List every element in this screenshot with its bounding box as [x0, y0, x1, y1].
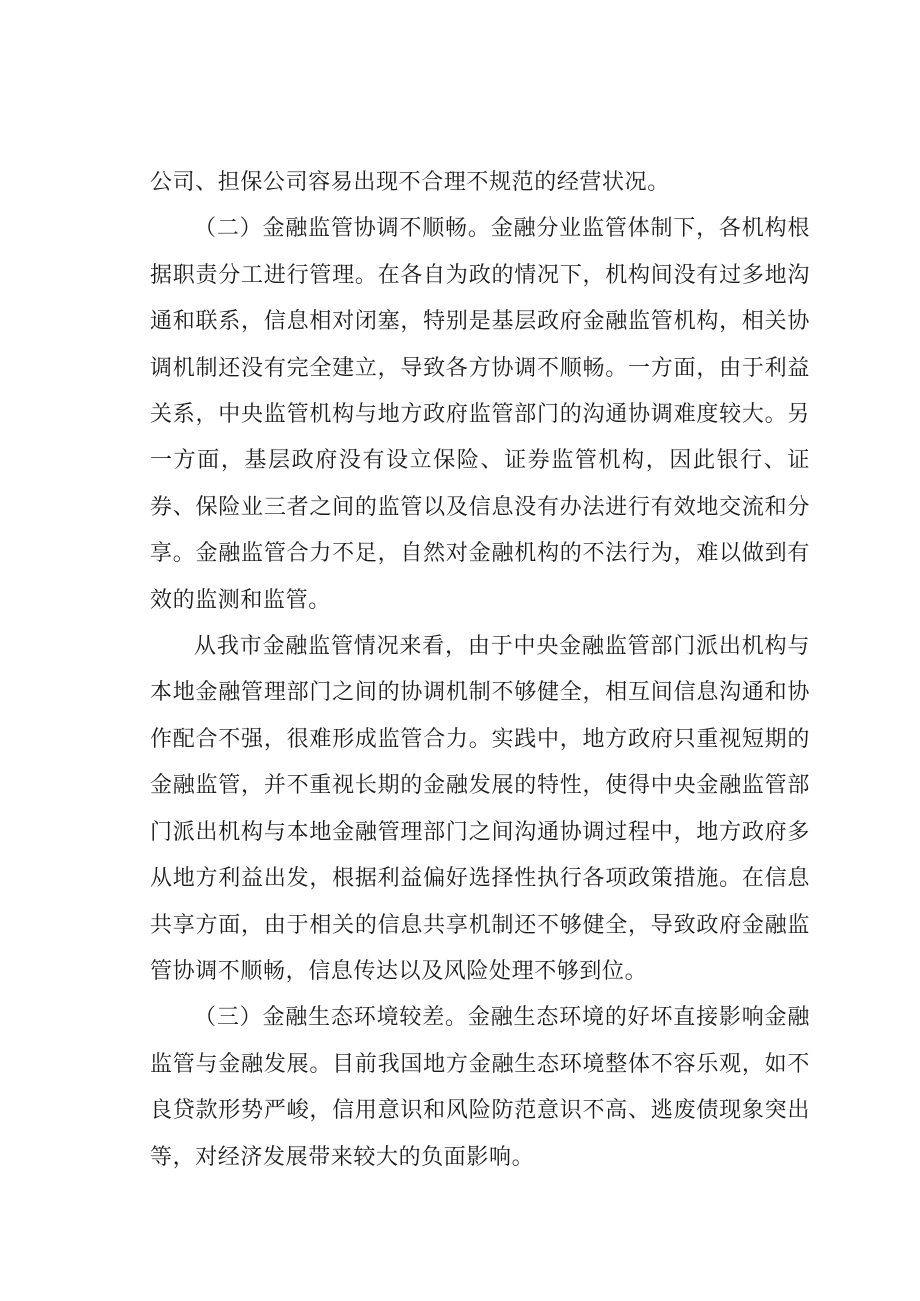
paragraph-continuation: 公司、担保公司容易出现不合理不规范的经营状况。 [150, 170, 670, 195]
document-body [150, 160, 810, 1181]
paragraph-section-two: （二）金融监管协调不顺畅。金融分业监管体制下，各机构根据职责分工进行管理。在各自为政的情况下，机构间没有过多地沟通和联系，信息相对闭塞，特别是基层政府金融监管机构，相关协调机制还没有完全建立，导致各方协调不顺畅。一方面，由于利益关系，中央监管机构与地方政府监管部门的沟通协调难度较大。另一方面，基层政府没有设立保险、证券监管机构，因此银行、证券、保险业三者之间的监管以及信息没有办法进行有效地交流和分享。金融监管合力不足，自然对金融机构的不法行为，难以做到有效的监测和监管。 [150, 216, 810, 613]
paragraph-local-supervision: 从我市金融监管情况来看，由于中央金融监管部门派出机构与本地金融管理部门之间的协调机制不够健全，相互间信息沟通和协作配合不强，很难形成监管合力。实践中，地方政府只重视短期的金融监管，并不重视长期的金融发展的特性，使得中央金融监管部门派出机构与本地金融管理部门之间沟通协调过程中，地方政府多从地方利益出发，根据利益偏好选择性执行各项政策措施。在信息共享方面，由于相关的信息共享机制还不够健全，导致政府金融监管协调不顺畅，信息传达以及风险处理不够到位。 [150, 634, 810, 984]
paragraph-section-three: （三）金融生态环境较差。金融生态环境的好坏直接影响金融监管与金融发展。目前我国地方金融生态环境整体不容乐观，如不良贷款形势严峻，信用意识和风险防范意识不高、逃废债现象突出等，对经济发展带来较大的负面影响。 [150, 1005, 810, 1170]
